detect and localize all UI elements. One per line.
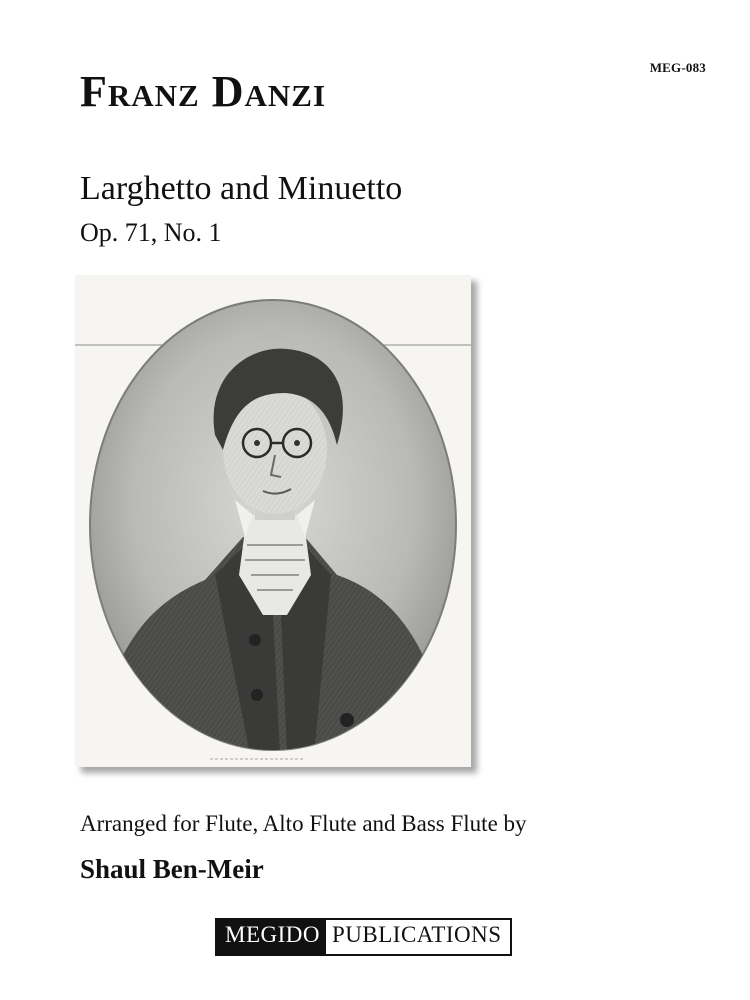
publisher-logo-part2: PUBLICATIONS [326, 920, 510, 954]
composer-name: Franz Danzi [80, 67, 327, 116]
portrait-engraving-icon [75, 275, 471, 767]
catalog-number: MEG-083 [649, 60, 706, 75]
piece-title: Larghetto and Minuetto [80, 170, 403, 207]
arranger-name: Shaul Ben-Meir [80, 854, 264, 884]
arrangement-note: Arranged for Flute, Alto Flute and Bass Flute by [80, 811, 527, 836]
composer-portrait [75, 275, 471, 767]
opus-number: Op. 71, No. 1 [80, 218, 222, 247]
publisher-logo-part1: MEGIDO [217, 920, 326, 954]
publisher-logo [215, 918, 512, 956]
